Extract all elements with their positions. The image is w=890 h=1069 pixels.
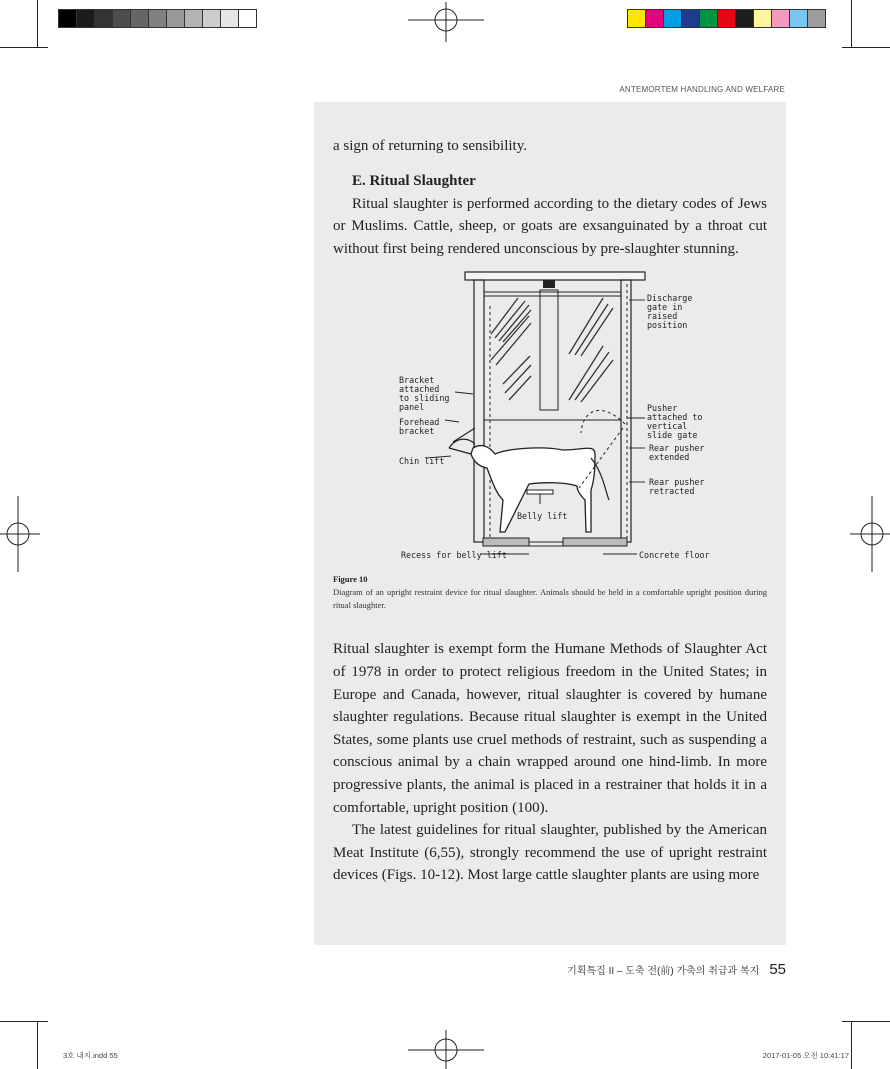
page-footer — [567, 961, 786, 978]
process-color-bar — [627, 9, 826, 28]
crop-mark — [851, 0, 852, 48]
color-swatch — [664, 10, 682, 27]
page-number: 55 — [769, 961, 786, 978]
label-rear-retracted: Rear pusher retracted — [649, 477, 705, 497]
color-swatch — [185, 10, 203, 27]
color-swatch — [646, 10, 664, 27]
label-chin-lift: Chin lift — [399, 456, 445, 467]
color-swatch — [790, 10, 808, 27]
paragraph-continued: a sign of returning to sensibility. — [333, 138, 528, 154]
paragraph-guidelines: The latest guidelines for ritual slaughter, published by the American Meat Institute (6,55), strongly recommend the use of upright restraint devices (Figs. 10-12). Most large cattle slaughter plants are using more — [333, 822, 767, 884]
paragraph-exempt: Ritual slaughter is exempt form the Humane Methods of Slaughter Act of 1978 in order to protect religious freedom in the United States; in Europe and Canada, however, ritual slaughter is covered by humane slaughter regulations. Because ritual slaughter is exempt in the United States, some plants use cruel methods of restraint, such as suspending a conscious animal by a chain wrapped around one hind-limb. In more progressive plants, the animal is placed in a restrainer that holds it in a comfortable, upright position (100). — [333, 641, 767, 816]
registration-mark-icon — [0, 496, 40, 572]
color-swatch — [772, 10, 790, 27]
color-swatch — [700, 10, 718, 27]
footer-section-title: 기획특집 II – 도축 전(前) 가축의 취급과 복지 — [567, 966, 760, 977]
running-head: ANTEMORTEM HANDLING AND WELFARE — [619, 85, 785, 94]
label-pusher-gate: Pusher attached to vertical slide gate — [647, 403, 703, 441]
section-heading: E. Ritual Slaughter — [352, 172, 476, 189]
color-swatch — [203, 10, 221, 27]
label-forehead-bracket: Forehead bracket — [399, 417, 440, 437]
color-swatch — [59, 10, 77, 27]
crop-mark — [842, 1021, 890, 1022]
slug-timestamp: 2017-01-05 오전 10:41:17 — [762, 1051, 849, 1060]
color-swatch — [113, 10, 131, 27]
label-bracket-panel: Bracket attached to sliding panel — [399, 375, 450, 413]
crop-mark — [37, 0, 38, 48]
crop-mark — [37, 1021, 38, 1069]
figure-caption-title: Figure 10 — [333, 574, 368, 585]
crop-mark — [842, 47, 890, 48]
color-swatch — [754, 10, 772, 27]
crop-mark — [0, 1021, 48, 1022]
registration-mark-icon — [408, 2, 484, 42]
color-swatch — [718, 10, 736, 27]
crop-mark — [0, 47, 48, 48]
figure-caption-text: Diagram of an upright restraint device for ritual slaughter. Animals should be held in a comfortable upright position during ritual slaughter. — [333, 587, 767, 611]
color-swatch — [95, 10, 113, 27]
label-discharge-gate: Discharge gate in raised position — [647, 293, 693, 331]
figure-restraint-diagram — [333, 268, 767, 568]
registration-mark-icon — [850, 496, 890, 572]
registration-mark-icon — [408, 1030, 484, 1069]
color-swatch — [221, 10, 239, 27]
slug-file-name: 3호 내지.indd 55 — [63, 1051, 118, 1060]
label-rear-extended: Rear pusher extended — [649, 443, 705, 463]
color-swatch — [682, 10, 700, 27]
panel-content — [333, 135, 767, 887]
label-recess: Recess for belly lift — [401, 550, 507, 561]
color-swatch — [736, 10, 754, 27]
grayscale-color-bar — [58, 9, 257, 28]
text-panel — [314, 102, 786, 945]
color-swatch — [77, 10, 95, 27]
color-swatch — [808, 10, 825, 27]
crop-mark — [851, 1021, 852, 1069]
label-concrete-floor: Concrete floor — [639, 550, 710, 561]
color-swatch — [628, 10, 646, 27]
color-swatch — [167, 10, 185, 27]
color-swatch — [149, 10, 167, 27]
color-swatch — [131, 10, 149, 27]
paragraph-intro: Ritual slaughter is performed according to the dietary codes of Jews or Muslims. Cattle, sheep, or goats are exsanguinated by a throat cut without first being rendered unconscious by pre-slaughter stunning. — [333, 195, 767, 257]
label-belly-lift: Belly lift — [517, 511, 568, 522]
color-swatch — [239, 10, 256, 27]
